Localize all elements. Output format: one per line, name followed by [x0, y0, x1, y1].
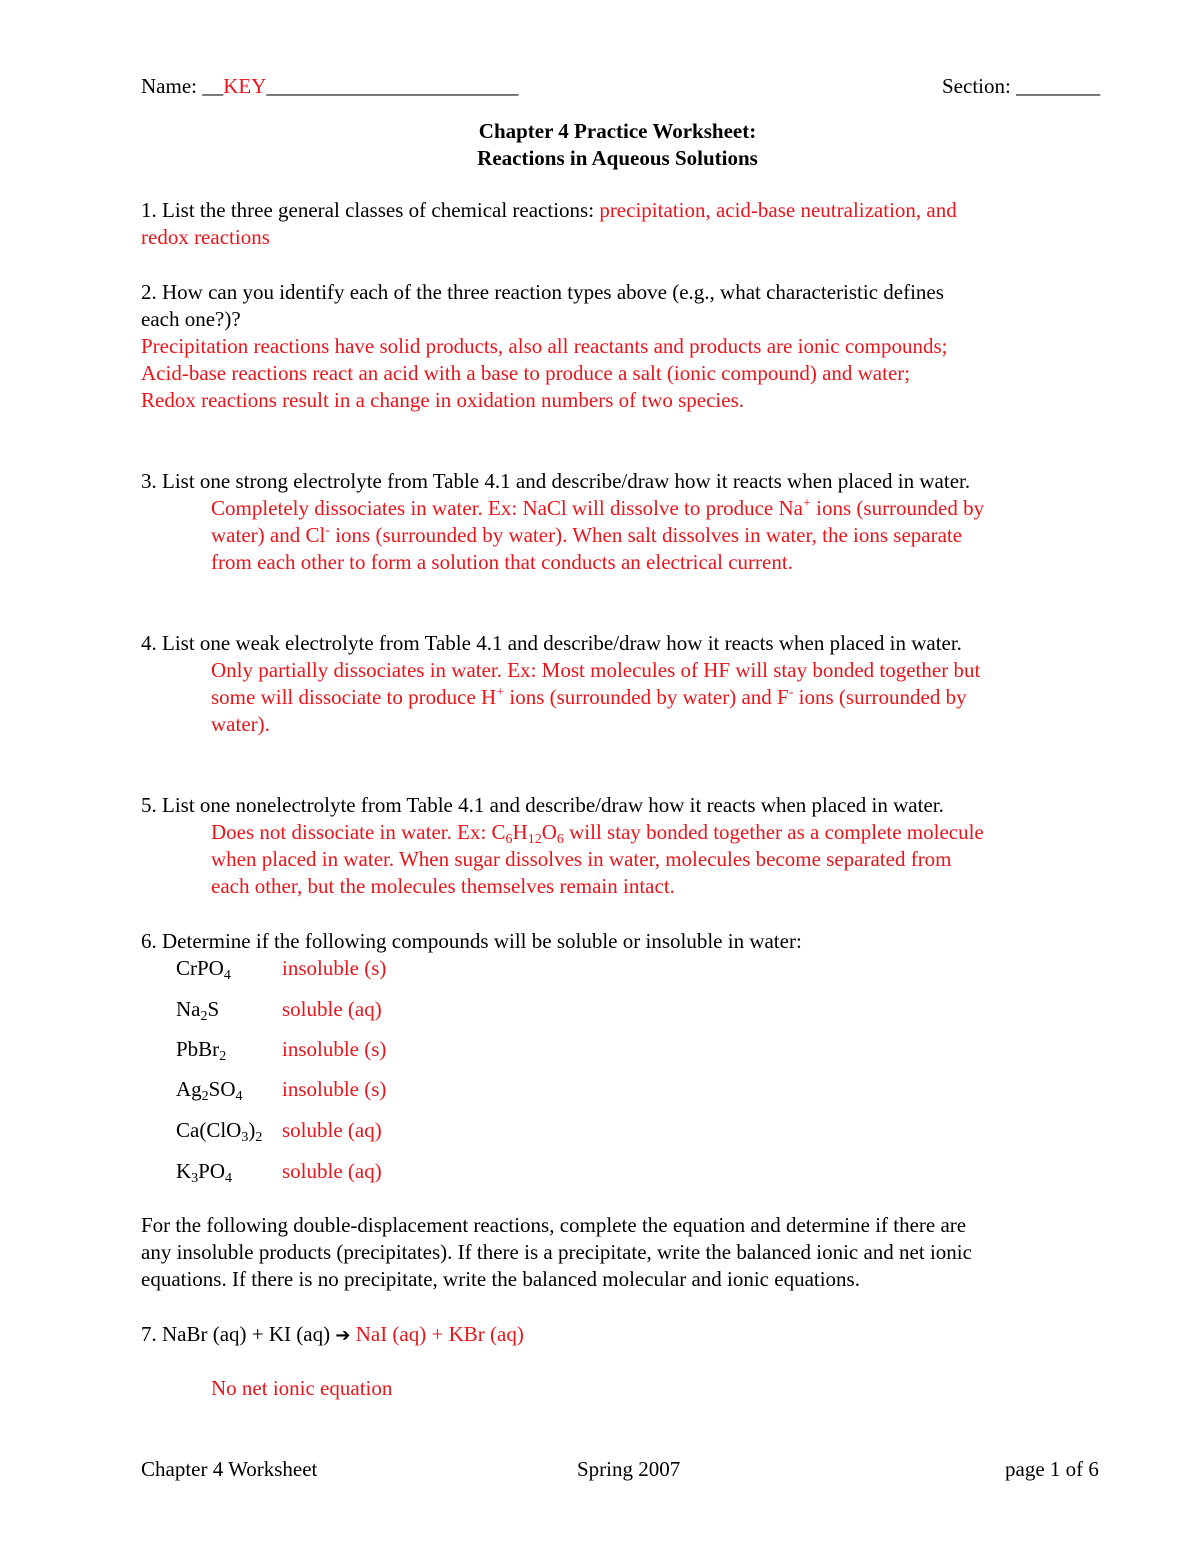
- instructions-line: any insoluble products (precipitates). If there is a precipitate, write the balanced ionic and net ionic: [141, 1240, 972, 1264]
- solubility-answer: soluble (aq): [282, 997, 382, 1021]
- compound-formula: $Ag_2SO_4$: [176, 1077, 243, 1104]
- q3-answer-line: Completely dissociates in water. Ex: NaCl will dissolve to produce Na+ ions (surrounded by: [211, 496, 985, 520]
- solubility-answer: insoluble (s): [282, 1037, 387, 1061]
- q7-products: NaI (aq) + KBr (aq): [350, 1322, 524, 1346]
- question-3: 3. List one strong electrolyte from Table 4.1 and describe/draw how it reacts when placed in water.: [141, 469, 971, 493]
- compound-formula: $K_3PO_4$: [176, 1159, 233, 1186]
- name-underline: ________________________: [266, 74, 519, 98]
- footer-page-number: page 1 of 6: [1005, 1457, 1099, 1481]
- q1-answer-cont: redox reactions: [141, 225, 270, 249]
- solubility-answer: soluble (aq): [282, 1159, 382, 1183]
- q5-answer-line: when placed in water. When sugar dissolves in water, molecules become separated from: [211, 847, 952, 871]
- question-7: [141, 1321, 524, 1349]
- question-4: 4. List one weak electrolyte from Table 4.1 and describe/draw how it reacts when placed in water.: [141, 631, 962, 655]
- q2-answer-line: Acid-base reactions react an acid with a base to produce a salt (ionic compound) and water;: [141, 361, 911, 385]
- solubility-answer: soluble (aq): [282, 1118, 382, 1142]
- q3-answer-line: from each other to form a solution that conducts an electrical current.: [211, 550, 793, 574]
- question-1: [141, 197, 957, 224]
- page-title: Chapter 4 Practice Worksheet:: [478, 119, 757, 143]
- question-2: 2. How can you identify each of the three reaction types above (e.g., what characteristic defines: [141, 280, 944, 304]
- q5-answer-line: each other, but the molecules themselves remain intact.: [211, 874, 675, 898]
- q7-note: No net ionic equation: [211, 1376, 393, 1400]
- reaction-arrow-icon: ➔: [335, 1325, 351, 1346]
- compound-formula: $Na_2S$: [176, 997, 220, 1024]
- q1-answer: precipitation, acid-base neutralization, and: [599, 198, 957, 222]
- compound-formula: $Ca(ClO_3)_2$: [176, 1118, 263, 1145]
- instructions-line: equations. If there is no precipitate, write the balanced molecular and ionic equations.: [141, 1267, 860, 1291]
- solubility-answer: insoluble (s): [282, 956, 387, 980]
- q4-answer-line: some will dissociate to produce H+ ions (surrounded by water) and F- ions (surrounded by: [211, 685, 967, 709]
- q2-answer-line: Redox reactions result in a change in oxidation numbers of two species.: [141, 388, 745, 412]
- compound-formula: CrPO$_4$: [176, 956, 231, 983]
- instructions-line: For the following double-displacement reactions, complete the equation and determine if there are: [141, 1213, 967, 1237]
- question-5: 5. List one nonelectrolyte from Table 4.1 and describe/draw how it reacts when placed in water.: [141, 793, 944, 817]
- section-field: Section: ________: [942, 74, 1101, 98]
- q7-reactants: 7. NaBr (aq) + KI (aq): [141, 1322, 336, 1346]
- name-value: KEY: [223, 74, 267, 98]
- question-6: 6. Determine if the following compounds will be soluble or insoluble in water:: [141, 929, 802, 953]
- q2-answer-line: Precipitation reactions have solid products, also all reactants and products are ionic compounds;: [141, 334, 948, 358]
- name-label: Name: __: [141, 74, 224, 98]
- compound-formula: PbBr$_2$: [176, 1037, 227, 1064]
- q4-answer-line: water).: [211, 712, 270, 736]
- page-subtitle: Reactions in Aqueous Solutions: [477, 146, 758, 170]
- q1-prompt: 1. List the three general classes of chemical reactions:: [141, 198, 600, 222]
- question-2-cont: each one?)?: [141, 307, 241, 331]
- footer-left: Chapter 4 Worksheet: [141, 1457, 318, 1481]
- footer-center: Spring 2007: [577, 1457, 681, 1481]
- q5-answer-line: Does not dissociate in water. Ex: $C_6H_{12}O_6$ will stay bonded together as a complete molecule: [211, 820, 984, 847]
- q3-answer-line: water) and Cl- ions (surrounded by water). When salt dissolves in water, the ions separate: [211, 523, 963, 547]
- solubility-answer: insoluble (s): [282, 1077, 387, 1101]
- q4-answer-line: Only partially dissociates in water. Ex: Most molecules of HF will stay bonded together but: [211, 658, 981, 682]
- name-field: [141, 74, 518, 99]
